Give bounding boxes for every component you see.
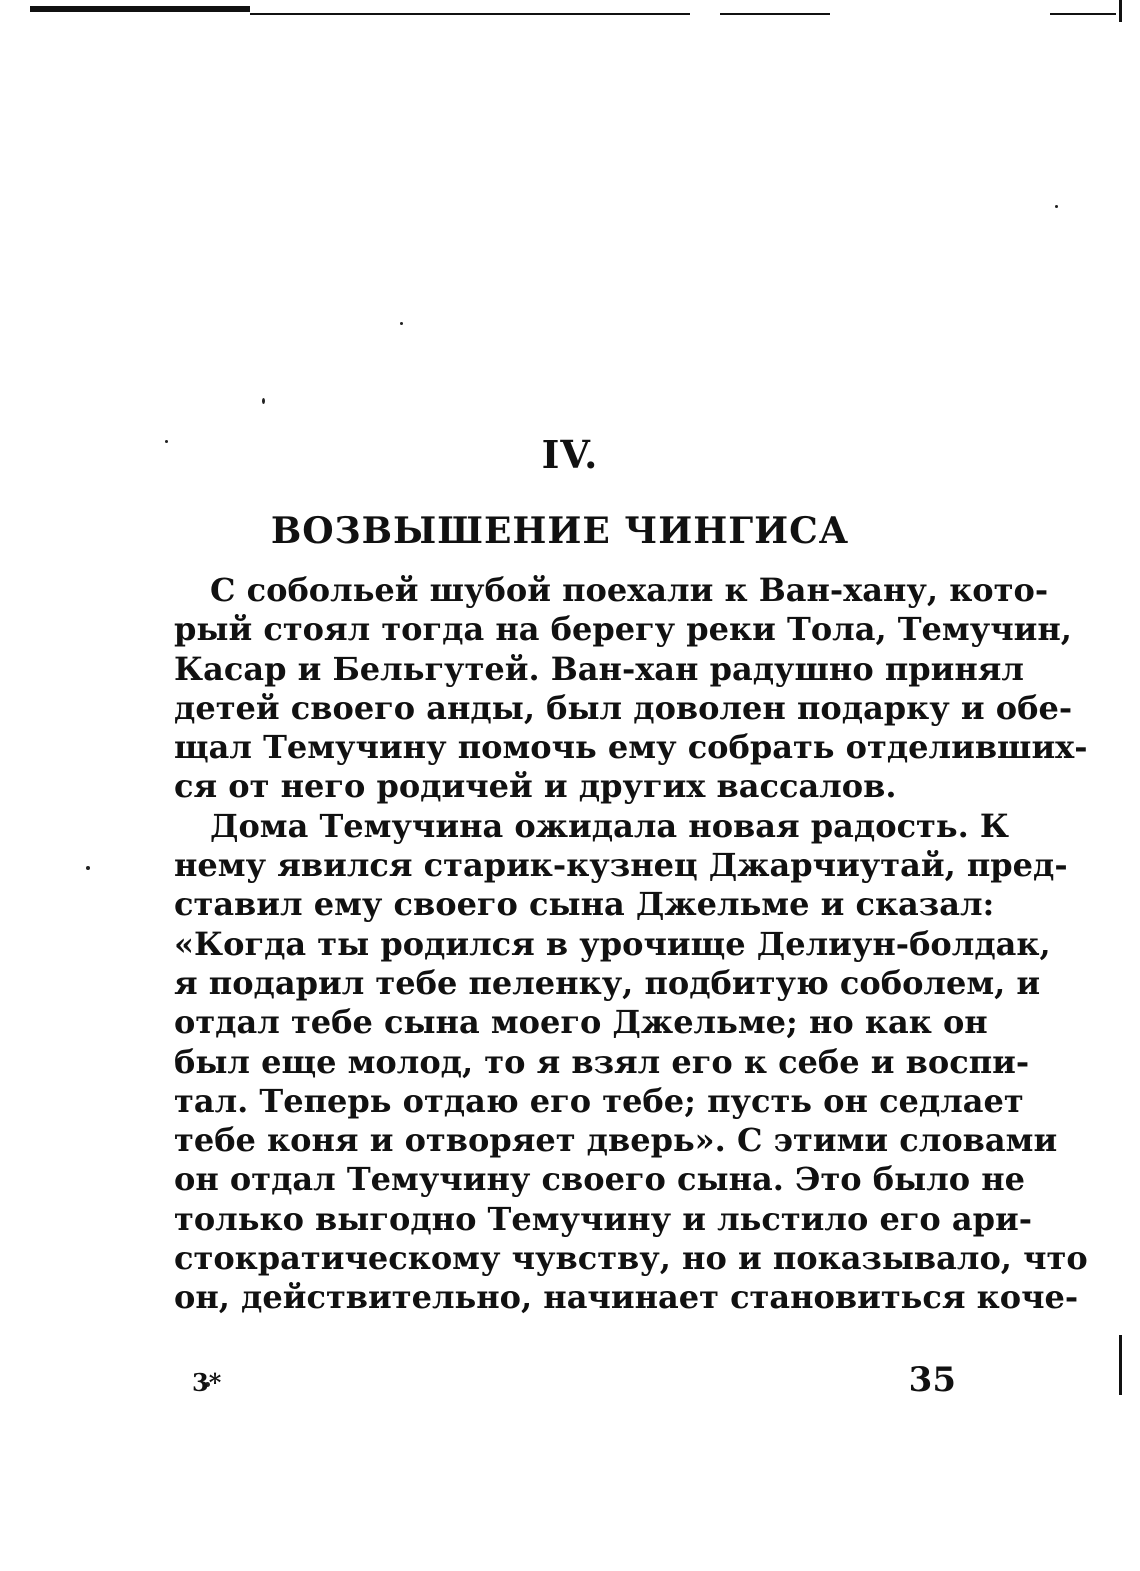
text-line: Дома Темучина ожидала новая радость. К [210, 806, 1009, 845]
text-line: стократическому чувству, но и показывало, что [174, 1239, 1088, 1278]
body-text [174, 571, 1088, 1318]
text-line: ся от него родичей и других вассалов. [174, 767, 897, 806]
chapter-number: IV. [541, 432, 599, 477]
scan-edge-rule [250, 13, 690, 15]
text-line: тал. Теперь отдаю его тебе; пусть он седлает [174, 1081, 1024, 1120]
scan-edge-mark [1119, 1335, 1122, 1395]
scan-edge-rule [30, 6, 250, 12]
scan-speck [86, 866, 90, 870]
text-line: Касар и Бельгутей. Ван-хан радушно принял [174, 649, 1024, 688]
text-line: С собольей шубой поехали к Ван-хану, кото- [210, 571, 1049, 609]
scan-speck [262, 398, 265, 404]
text-line: был еще молод, то я взял его к себе и воспи- [174, 1042, 1030, 1081]
chapter-title: ВОЗВЫШЕНИЕ ЧИНГИСА [270, 510, 850, 552]
text-line: он, действительно, начинает становиться коче- [174, 1278, 1079, 1317]
scan-speck [400, 322, 403, 325]
text-line: нему явился старик-кузнец Джарчиутай, пред- [174, 846, 1068, 885]
text-line: детей своего анды, был доволен подарку и обе- [174, 688, 1073, 727]
text-line: он отдал Темучину своего сына. Это было не [174, 1160, 1026, 1199]
text-line: тебе коня и отворяет дверь». С этими словами [174, 1121, 1058, 1160]
scan-edge-rule [720, 13, 830, 15]
text-line: «Когда ты родился в урочище Делиун-болдак, [174, 924, 1051, 963]
page-number: 35 [908, 1360, 956, 1400]
text-line: щал Темучину помочь ему собрать отделивших- [174, 728, 1088, 767]
scan-edge-mark [1119, 0, 1122, 22]
text-line: отдал тебе сына моего Джельме; но как он [174, 1003, 988, 1042]
scan-speck [1055, 205, 1058, 208]
text-line: я подарил тебе пеленку, подбитую соболем, и [174, 963, 1041, 1002]
printer-signature-mark: 3* [192, 1368, 222, 1397]
text-line: рый стоял тогда на берегу реки Тола, Темучин, [174, 610, 1072, 649]
text-line: только выгодно Темучину и льстило его ари- [174, 1199, 1033, 1238]
text-line: ставил ему своего сына Джельме и сказал: [174, 885, 995, 924]
scan-edge-rule [1050, 13, 1116, 15]
